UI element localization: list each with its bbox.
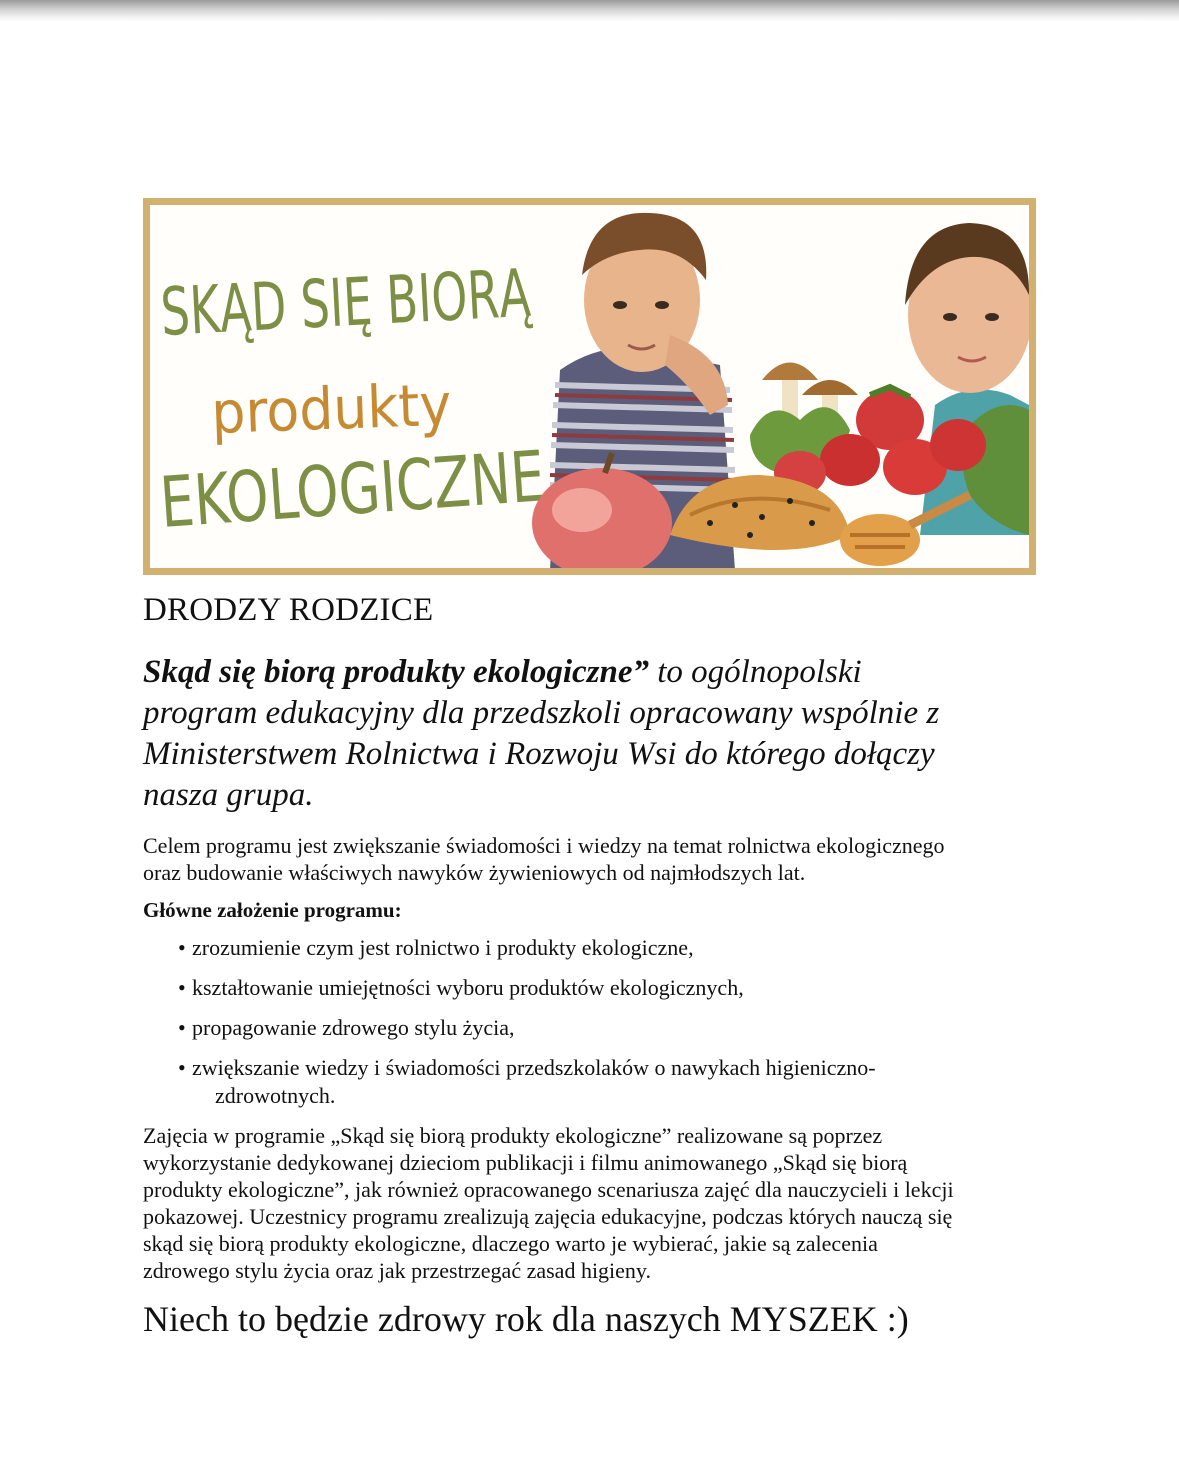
list-item-text: zwiększanie wiedzy i świadomości przedszkolaków o nawykach higieniczno- [192,1055,876,1080]
program-name: Skąd się biorą produkty ekologiczne” [143,654,650,690]
intro-line4: nasza grupa. [143,777,314,813]
list-item-text: propagowanie zdrowego stylu życia, [192,1015,515,1040]
assumptions-heading: Główne założenie programu: [143,898,402,922]
top-shadow [0,0,1179,22]
list-item-continuation: zdrowotnych. [215,1083,336,1108]
goal-paragraph [143,832,1043,886]
intro-line3: Ministerstwem Rolnictwa i Rozwoju Wsi do którego dołączy [143,736,935,772]
activities-line4: pokazowej. Uczestnicy programu zrealizują zajęcia edukacyjne, podczas których nauczą się [143,1204,953,1229]
list-item [178,974,978,1002]
activities-line3: produkty ekologiczne”, jak również opracowanego scenariusza zajęć dla nauczycieli i lekcji [143,1177,954,1202]
goal-line1: Celem programu jest zwiększanie świadomości i wiedzy na temat rolnictwa ekologicznego [143,833,945,858]
intro-line1-rest: to ogólnopolski [649,654,862,690]
banner-illustration [150,205,1029,568]
assumptions-list [178,934,978,1122]
activities-line5: skąd się biorą produkty ekologiczne, dlaczego warto je wybierać, jakie są zalecenia [143,1231,878,1256]
list-item [178,934,978,962]
activities-line6: zdrowego stylu życia oraz jak przestrzegać zasad higieny. [143,1258,651,1283]
program-intro [143,652,1043,816]
list-item [178,1014,978,1042]
program-banner [143,198,1036,575]
list-item [178,1054,978,1110]
banner-title-line2: produkty [210,369,472,447]
bullet-glyph: • [178,935,186,960]
greeting-heading: DRODZY RODZICE [143,592,434,628]
activities-line1: Zajęcia w programie „Skąd się biorą produkty ekologiczne” realizowane są poprzez [143,1123,883,1148]
intro-line2: program edukacyjny dla przedszkoli opracowany wspólnie z [143,695,940,731]
list-item-text: kształtowanie umiejętności wyboru produktów ekologicznych, [192,975,744,1000]
closing-message: Niech to będzie zdrowy rok dla naszych MYSZEK :) [143,1299,909,1339]
bullet-glyph: • [178,1055,186,1080]
bullet-glyph: • [178,1015,186,1040]
activities-paragraph [143,1122,1033,1284]
activities-line2: wykorzystanie dedykowanej dzieciom publikacji i filmu animowanego „Skąd się biorą [143,1150,908,1175]
banner-title-line3: EKOLOGICZNE [157,430,613,544]
list-item-text: zrozumienie czym jest rolnictwo i produkty ekologiczne, [192,935,694,960]
banner-title-line1: SKĄD SIĘ BIORĄ [158,248,643,351]
goal-line2: oraz budowanie właściwych nawyków żywieniowych od najmłodszych lat. [143,860,806,885]
bullet-glyph: • [178,975,186,1000]
